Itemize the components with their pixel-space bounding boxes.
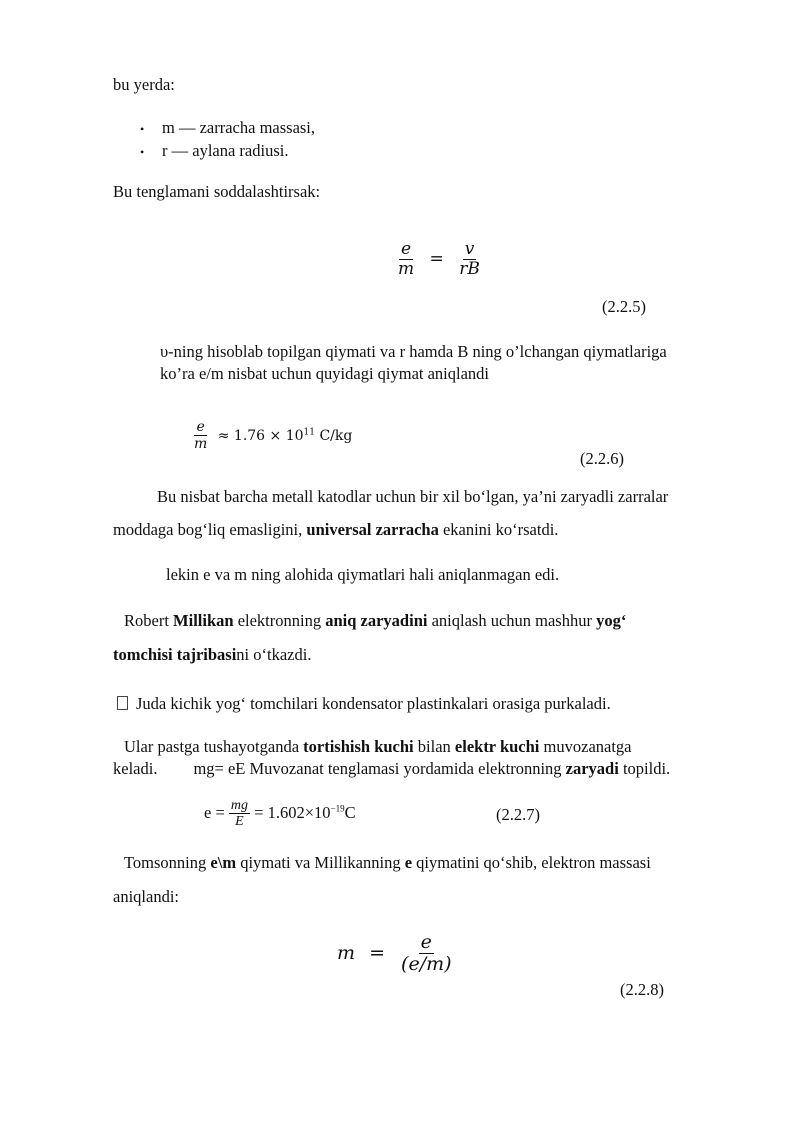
simplify-text: Bu tenglamani soddalashtirsak: (113, 182, 321, 201)
numerator: e (420, 931, 432, 953)
unit: C (344, 803, 356, 823)
numerator: e (401, 239, 412, 259)
unit: C/kg (315, 428, 353, 445)
lhs: e = (204, 803, 225, 823)
equation-label-2-2-8: (2.2.8) (620, 980, 664, 999)
denominator: m (194, 436, 208, 453)
equation-2-2-6 (192, 420, 352, 452)
denominator: E (235, 814, 244, 830)
fraction-mg-over-E (229, 798, 250, 830)
numerator: mg (230, 798, 249, 813)
equation-label-2-2-5: (2.2.5) (602, 297, 646, 316)
paragraph-millikan-line2: tomchisi tajribasini o‘tkazdi. (113, 645, 312, 664)
lhs: m (337, 941, 356, 964)
paragraph-drops: Juda kichik yog‘ tomchilari kondensator plastinkalari orasiga purkaladi. (117, 694, 611, 714)
bullet-dot: • (140, 145, 145, 159)
bullet-dot: • (140, 122, 145, 136)
fraction-v-over-rB (457, 240, 482, 279)
exponent: −19 (330, 803, 345, 814)
bullet-item-radius: r — aylana radiusi. (162, 141, 289, 160)
bold-term: universal zarracha (306, 520, 439, 539)
paragraph-thomson-line1: Tomsonning e\m qiymati va Millikanning e qiymatini qo‘shib, elektron massasi (124, 853, 651, 872)
denominator: rB (459, 258, 480, 279)
equation-2-2-7 (204, 798, 356, 830)
fraction-e-over-m (396, 240, 416, 279)
fraction-e-over-m (192, 420, 209, 452)
equals-sign: = (369, 941, 385, 964)
paragraph-millikan-line1: Robert Millikan elektronning aniq zaryadini aniqlash uchun mashhur yog‘ (124, 611, 627, 630)
denominator: m (398, 258, 415, 279)
numerator: e (196, 419, 205, 435)
paragraph-v-line1: υ-ning hisoblab topilgan qiymati va r hamda B ning o’lchangan qiymatlariga (160, 342, 667, 361)
paragraph-however: lekin e va m ning alohida qiymatlari hali aniqlanmagan edi. (166, 565, 560, 584)
box-glyph-icon (117, 696, 128, 710)
denominator: (e/m) (401, 952, 452, 975)
paragraph-balance-line2: keladi. mg= eE Muvozanat tenglamasi yordamida elektronning zaryadi topildi. (113, 759, 671, 778)
equation-label-2-2-6: (2.2.6) (580, 449, 624, 468)
equals-sign: = (429, 249, 444, 270)
paragraph-v-line2: ko’ra e/m nisbat uchun quyidagi qiymat aniqlandi (160, 364, 490, 383)
paragraph-balance-line1: Ular pastga tushayotganda tortishish kuchi bilan elektr kuchi muvozanatga (124, 737, 632, 756)
fraction-e-over-em (399, 932, 454, 976)
numerator: v (464, 239, 475, 259)
equation-2-2-5 (396, 240, 482, 279)
approx-value: ≈ 1.76 × 10 (217, 428, 304, 445)
paragraph-thomson-line2: aniqlandi: (113, 887, 179, 906)
rhs-value: = 1.602×10 (254, 803, 331, 823)
bullet-item-mass: m — zarracha massasi, (162, 118, 316, 137)
exponent: 11 (303, 427, 315, 438)
equation-2-2-8 (337, 932, 454, 976)
paragraph-ratio-line1: Bu nisbat barcha metall katodlar uchun bir xil bo‘lgan, ya’ni zaryadli zarralar (157, 487, 669, 506)
equation-label-2-2-7: (2.2.7) (496, 805, 540, 824)
paragraph-ratio-line2: moddaga bog‘liq emasligini, universal zarracha ekanini ko‘rsatdi. (113, 520, 559, 539)
intro-text: bu yerda: (113, 75, 175, 94)
